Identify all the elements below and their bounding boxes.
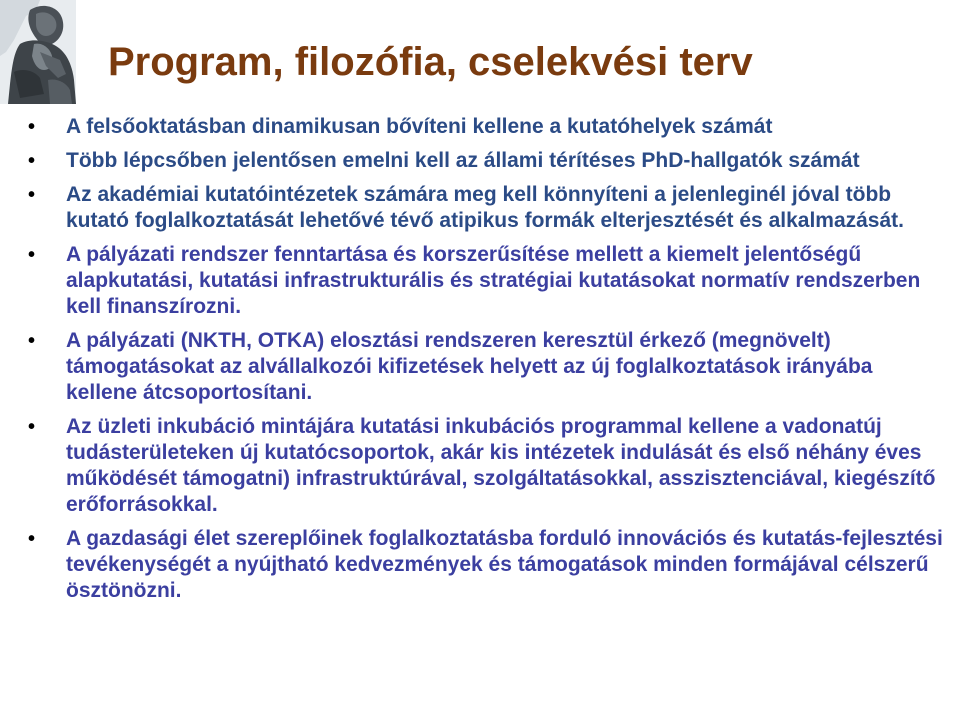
bullet-dot-icon: • bbox=[28, 244, 36, 266]
bullet-item bbox=[28, 414, 948, 518]
bullet-text: Az akadémiai kutatóintézetek számára meg kell könnyíteni a jelenleginél jóval több kutató foglalkoztatását lehetővé tévő atipikus formák elterjesztését és alkalmazását. bbox=[66, 183, 904, 232]
bullet-text: A gazdasági élet szereplőinek foglalkoztatásba forduló innovációs és kutatás-fejlesztési tevékenységét a nyújtható kedvezmények és támogatások minden formájával célszerű ösztönözni. bbox=[66, 527, 943, 602]
bullet-dot-icon: • bbox=[28, 416, 36, 438]
bullet-item bbox=[28, 526, 948, 604]
bullet-text: Az üzleti inkubáció mintájára kutatási inkubációs programmal kellene a vadonatúj tudásterületeken új kutatócsoportok, akár kis intézetek indulását és első néhány éves működését támogatni) infrastruktúrával, szolgáltatásokkal, asszisztenciával, kiegészítő erőforrásokkal. bbox=[66, 415, 936, 516]
bullet-text: Több lépcsőben jelentősen emelni kell az állami térítéses PhD-hallgatók számát bbox=[66, 149, 860, 172]
thinker-statue-icon bbox=[0, 0, 76, 104]
bullet-dot-icon: • bbox=[28, 330, 36, 352]
bullet-dot-icon: • bbox=[28, 150, 36, 172]
bullet-text: A pályázati (NKTH, OTKA) elosztási rendszeren keresztül érkező (megnövelt) támogatásokat az alvállalkozói kifizetések helyett az új foglalkoztatások irányába kellene átcsoportosítani. bbox=[66, 329, 873, 404]
slide-title: Program, filozófia, cselekvési terv bbox=[108, 40, 753, 84]
bullet-list bbox=[28, 114, 948, 612]
bullet-item bbox=[28, 148, 948, 174]
bullet-dot-icon: • bbox=[28, 528, 36, 550]
bullet-dot-icon: • bbox=[28, 184, 36, 206]
bullet-text: A pályázati rendszer fenntartása és korszerűsítése mellett a kiemelt jelentőségű alapkutatási, kutatási infrastrukturális és stratégiai kutatásokat normatív rendszerben kell finanszírozni. bbox=[66, 243, 921, 318]
bullet-dot-icon: • bbox=[28, 116, 36, 138]
bullet-item bbox=[28, 182, 948, 234]
bullet-text: A felsőoktatásban dinamikusan bővíteni kellene a kutatóhelyek számát bbox=[66, 115, 773, 138]
bullet-item bbox=[28, 242, 948, 320]
bullet-item bbox=[28, 328, 948, 406]
bullet-item bbox=[28, 114, 948, 140]
